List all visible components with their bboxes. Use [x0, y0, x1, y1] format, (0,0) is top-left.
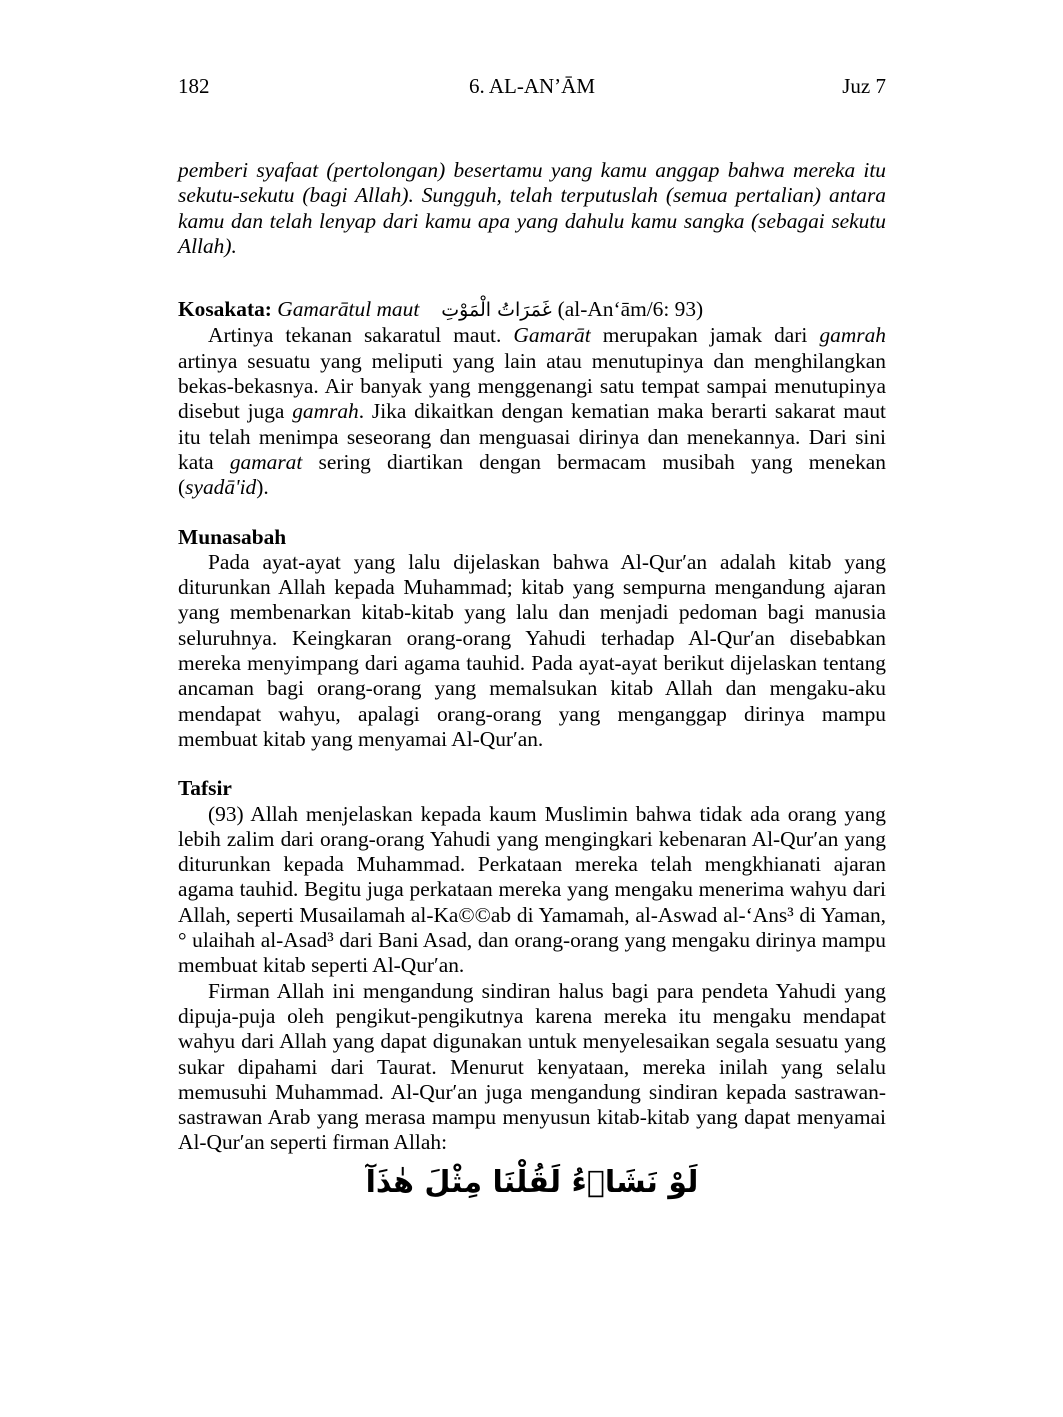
kosakata-term-5: gamarat [229, 449, 303, 474]
page-body [178, 158, 886, 1200]
kosakata-text-1: Artinya tekanan sakaratul maut. [208, 323, 502, 348]
kosakata-text-3: artinya sesuatu yang meliputi yang lain atau menutupinya dan menghilangkan bekas-bekasnya. Air banyak yang menggenangi satu tempat sampai menutupinya disebut juga [178, 348, 886, 424]
kosakata-line [178, 297, 886, 323]
intro-paragraph: pemberi syafaat (pertolongan) besertamu yang kamu anggap bahwa mereka itu sekutu-sekutu (bagi Allah). Sungguh, telah terputuslah (semua pertalian) antara kamu dan telah lenyap dari kamu apa yang dahulu kamu sangka (sebagai sekutu Allah). [178, 158, 886, 258]
kosakata-text-4: . Jika dikaitkan dengan kematian maka berarti sakarat maut itu telah menimpa seseorang dan menguasai dirinya dan menekannya. Dari sini kata [178, 399, 886, 474]
kosakata-term-4: gamrah [292, 399, 359, 424]
page-header [178, 74, 886, 104]
munasabah-heading: Munasabah [178, 524, 287, 549]
kosakata-reference: (al-An‘ām/6: 93) [557, 297, 704, 322]
tafsir-paragraph-1: (93) Allah menjelaskan kepada kaum Muslimin bahwa tidak ada orang yang lebih zalim dari orang-orang Yahudi yang mengingkari kebenaran Al-Qur′an yang diturunkan kepada Muhammad. Perkataan mereka telah mengkhianati ajaran agama tauhid. Begitu juga perkataan mereka yang mengaku menerima wahyu dari Allah, seperti Musailamah al-Ka©©ab di Yamamah, al-Aswad al-‘Ans³ di Yaman, ° ulaihah al-Asad³ dari Bani Asad, dan orang-orang yang mengaku dirinya mampu membuat kitab seperti Al-Qur′an. [178, 801, 886, 978]
juz-label: Juz 7 [842, 74, 886, 98]
kosakata-term: Gamarātul maut [277, 297, 420, 322]
kosakata-label: Kosakata: [178, 297, 272, 322]
kosakata-term-2: Gamarāt [513, 323, 591, 348]
kosakata-arabic: غَمَرَاتُ الْمَوْتِ [441, 299, 552, 322]
kosakata-text-5: sering diartikan dengan bermacam musibah yang menekan ( [178, 449, 886, 500]
tafsir-heading: Tafsir [178, 776, 232, 801]
kosakata-term-3: gamrah [819, 323, 886, 348]
munasabah-paragraph: Pada ayat-ayat yang lalu dijelaskan bahwa Al-Qur′an adalah kitab yang diturunkan Allah kepada Muhammad; kitab yang sempurna mengandung ajaran yang membenarkan kitab-kitab yang lalu dan menjadi pedoman bagi manusia seluruhnya. Keingkaran orang-orang Yahudi terhadap Al-Qur′an disebabkan mereka menyimpang dari agama tauhid. Pada ayat-ayat berikut dijelaskan tentang ancaman bagi orang-orang yang memalsukan kitab Allah dan mengaku-aku mendapat wahyu, apalagi orang-orang yang menganggap dirinya mampu membuat kitab yang menyamai Al-Qur′an. [178, 549, 886, 751]
kosakata-term-6: syadā'id [185, 475, 257, 500]
chapter-title: 6. AL-AN’ĀM [469, 74, 595, 98]
page-number: 182 [178, 74, 210, 98]
kosakata-text-2: merupakan jamak dari [602, 323, 808, 348]
quran-verse: لَوْ نَشَاۤءُ لَقُلْنَا مِثْلَ هٰذَآ [365, 1164, 699, 1200]
kosakata-paragraph [178, 323, 886, 500]
tafsir-paragraph-2: Firman Allah ini mengandung sindiran halus bagi para pendeta Yahudi yang dipuja-puja oleh pengikut-pengikutnya karena mereka itu mengaku mendapat wahyu dari Allah yang dapat digunakan untuk menyelesaikan segala sesuatu yang sukar dipahami dari Taurat. Menurut kenyataan, mereka inilah yang selalu memusuhi Muhammad. Al-Qur′an juga mengandung sindiran kepada sastrawan-sastrawan Arab yang merasa mampu menyusun kitab-kitab yang dapat menyamai Al-Qur′an seperti firman Allah: [178, 978, 886, 1155]
kosakata-text-6: ). [256, 475, 269, 500]
